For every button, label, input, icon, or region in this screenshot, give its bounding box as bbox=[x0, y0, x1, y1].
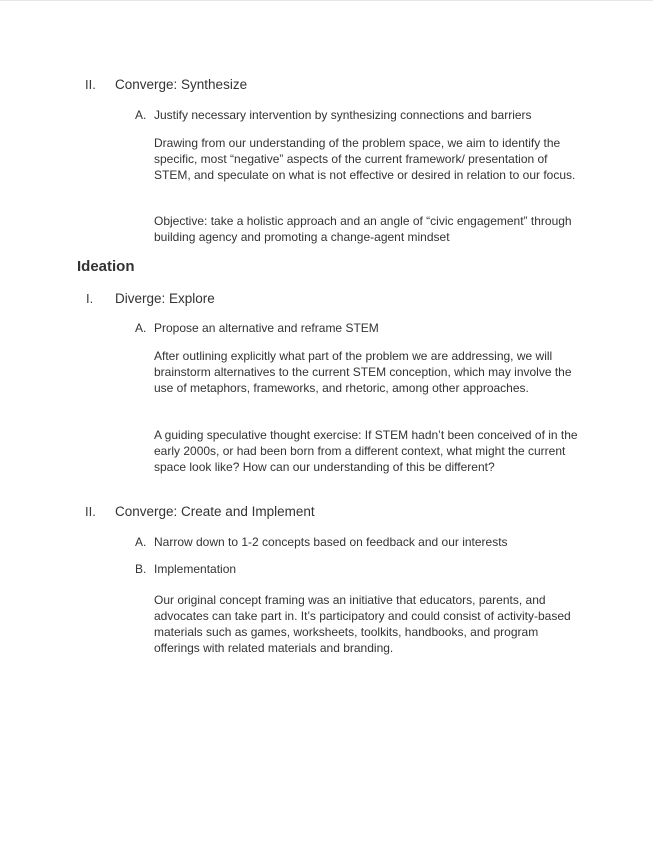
heading-ideation: Ideation bbox=[77, 258, 135, 275]
item-title-propose: Propose an alternative and reframe STEM bbox=[154, 321, 379, 335]
item-letter: B. bbox=[135, 562, 147, 576]
item-letter: A. bbox=[135, 321, 147, 335]
item-letter: A. bbox=[135, 108, 147, 122]
item-title-implementation: Implementation bbox=[154, 562, 237, 576]
paragraph-after-outlining: After outlining explicitly what part of the problem we are addressing, we will brainstorm alternatives to the current STEM conception, which may involve the use of metaphors, frameworks, and rhetoric, among other approaches. bbox=[154, 349, 572, 395]
paragraph-guiding-exercise: A guiding speculative thought exercise: If STEM hadn’t been conceived of in the early 2000s, or had been born from a different context, what might the current space look like? How can our understanding of this be different? bbox=[154, 428, 578, 474]
section-title-create: Converge: Create and Implement bbox=[115, 504, 315, 519]
item-title-justify: Justify necessary intervention by synthesizing connections and barriers bbox=[154, 108, 532, 122]
paragraph-original-concept: Our original concept framing was an initiative that educators, parents, and advocates can take part in. It’s participatory and could consist of activity-based materials such as games, worksheets, toolkits, handbooks, and program offerings with related materials and branding. bbox=[154, 593, 571, 655]
section-title-explore: Diverge: Explore bbox=[115, 291, 215, 306]
page-top-border bbox=[0, 0, 653, 1]
section-numeral: II. bbox=[85, 77, 96, 92]
section-numeral: I. bbox=[86, 291, 94, 306]
section-title-synthesize: Converge: Synthesize bbox=[115, 77, 248, 92]
paragraph-objective: Objective: take a holistic approach and an angle of “civic engagement” through building agency and promoting a change-agent mindset bbox=[154, 214, 572, 244]
paragraph-drawing: Drawing from our understanding of the problem space, we aim to identify the specific, most “negative” aspects of the current framework/ presentation of STEM, and speculate on what is not effective or desired in relation to our focus. bbox=[154, 136, 576, 182]
item-title-narrow: Narrow down to 1-2 concepts based on feedback and our interests bbox=[154, 535, 508, 549]
item-letter: A. bbox=[135, 535, 147, 549]
section-numeral: II. bbox=[85, 504, 96, 519]
